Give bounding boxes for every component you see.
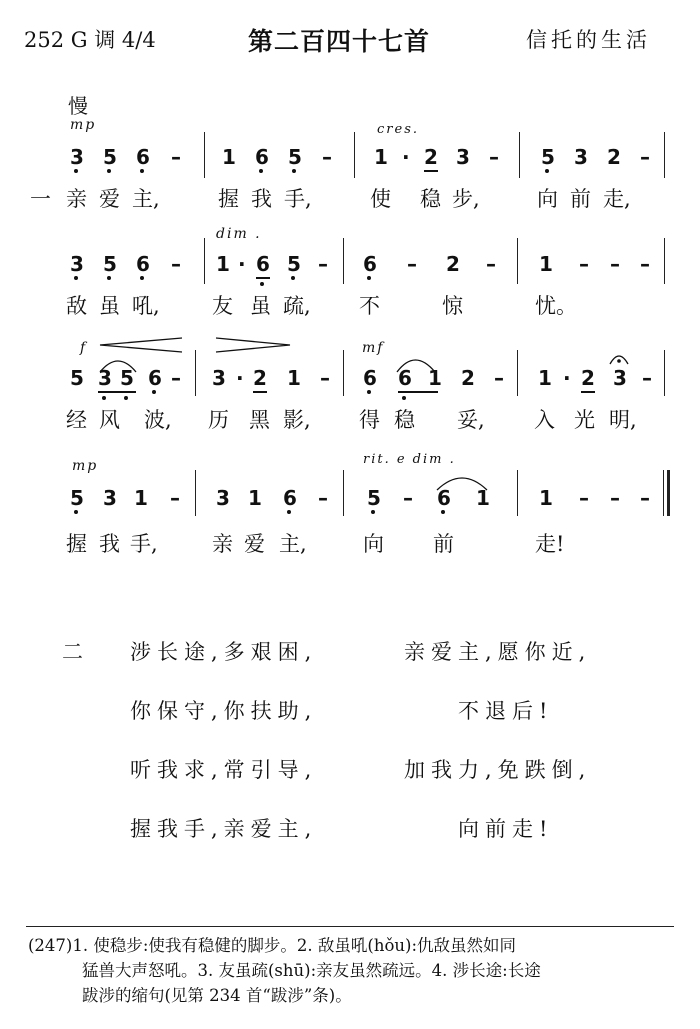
barline [517, 238, 518, 284]
note: 3 [70, 145, 84, 169]
underline [253, 391, 267, 393]
note: 6 [256, 252, 270, 276]
note: 1 [222, 145, 236, 169]
note: 1 [539, 252, 553, 276]
barline [517, 470, 518, 516]
dash: – [320, 366, 330, 390]
note: 1 [287, 366, 301, 390]
dash: – [642, 366, 652, 390]
verse2-line-4a: 握我手,亲爱主, [130, 817, 318, 841]
fermata-dot [617, 359, 621, 363]
barline [204, 132, 205, 178]
dash: – [171, 252, 181, 276]
lyric: 妥, [457, 408, 485, 432]
note: 1 [428, 366, 442, 390]
low-octave-dot [74, 169, 78, 173]
verse2-line-1b: 亲爱主,愿你近, [404, 640, 592, 664]
low-octave-dot [402, 396, 406, 400]
dot-note: · [402, 145, 410, 169]
note: 5 [103, 145, 117, 169]
dash: – [489, 145, 499, 169]
dash: – [640, 145, 650, 169]
lyric: 友 [212, 294, 233, 318]
footnote-line-2: 猛兽大声怒吼。3. 友虽疏(shū):亲友虽然疏远。4. 涉长途:长途 [82, 961, 541, 980]
lyric: 影, [283, 408, 311, 432]
lyric: 虽 [99, 294, 120, 318]
note: 2 [607, 145, 621, 169]
lyric: 波, [144, 408, 172, 432]
low-octave-dot [371, 510, 375, 514]
lyric: 风 [99, 408, 120, 432]
note: 1 [539, 486, 553, 510]
low-octave-dot [259, 169, 263, 173]
dash: – [407, 252, 417, 276]
lyric: 前 [433, 532, 454, 556]
note: 3 [456, 145, 470, 169]
note: 1 [476, 486, 490, 510]
lyric: 明, [609, 408, 637, 432]
low-octave-dot [291, 276, 295, 280]
dynamic-mp: mp [70, 117, 97, 133]
dynamic-cres: cres. [377, 122, 419, 137]
note: 5 [70, 486, 84, 510]
note: 1 [216, 252, 230, 276]
low-octave-dot [124, 396, 128, 400]
note: 2 [461, 366, 475, 390]
lyric: 稳 [420, 187, 441, 211]
note: 2 [424, 145, 438, 169]
underline [581, 391, 595, 393]
note: 3 [98, 366, 112, 390]
underline [398, 391, 438, 393]
dash: – [610, 486, 620, 510]
lyric: 主, [279, 532, 307, 556]
dash: – [403, 486, 413, 510]
lyric: 经 [66, 408, 87, 432]
lyric: 向 [363, 532, 384, 556]
dash: – [486, 252, 496, 276]
lyric: 历 [208, 408, 229, 432]
dash: – [171, 366, 181, 390]
note: 5 [70, 366, 84, 390]
footnote-divider [26, 926, 674, 927]
dash: – [579, 486, 589, 510]
lyric: 手, [284, 187, 312, 211]
note: 6 [255, 145, 269, 169]
dynamic-rit-dim: rit. e dim . [363, 452, 456, 467]
barline [517, 350, 518, 396]
dot-note: · [238, 252, 246, 276]
dash: – [579, 252, 589, 276]
note: 6 [398, 366, 412, 390]
underline [98, 391, 136, 393]
dash: – [318, 486, 328, 510]
note: 3 [574, 145, 588, 169]
dash: – [322, 145, 332, 169]
lyric: 爱 [244, 532, 265, 556]
barline [204, 238, 205, 284]
note: 6 [136, 252, 150, 276]
note: 3 [103, 486, 117, 510]
dynamic-mf: mf [362, 340, 385, 356]
note: 3 [613, 366, 627, 390]
barline [664, 238, 665, 284]
barline [664, 350, 665, 396]
low-octave-dot [74, 276, 78, 280]
verse2-line-1a: 涉长途,多艰困, [130, 640, 318, 664]
lyric: 忧。 [535, 294, 577, 318]
barline [354, 132, 355, 178]
lyric: 前 [570, 187, 591, 211]
low-octave-dot [545, 169, 549, 173]
note: 3 [70, 252, 84, 276]
dash: – [640, 486, 650, 510]
note: 1 [374, 145, 388, 169]
note: 1 [538, 366, 552, 390]
lyric: 惊 [442, 294, 463, 318]
low-octave-dot [107, 276, 111, 280]
verse2-line-2a: 你保守,你扶助, [130, 699, 318, 723]
low-octave-dot [107, 169, 111, 173]
lyric: 得 [359, 408, 380, 432]
barline [195, 470, 196, 516]
lyric: 敌 [66, 294, 87, 318]
note: 2 [253, 366, 267, 390]
dynamic-dim: dim . [216, 226, 262, 242]
verse-marker: 二 [62, 640, 83, 664]
lyric: 主, [132, 187, 160, 211]
lyric: 入 [534, 408, 555, 432]
low-octave-dot [260, 282, 264, 286]
note: 3 [216, 486, 230, 510]
hymn-title: 第二百四十七首 [248, 27, 431, 56]
lyric: 爱 [99, 187, 120, 211]
low-octave-dot [287, 510, 291, 514]
note: 5 [367, 486, 381, 510]
lyric: 握 [66, 532, 87, 556]
lyric: 握 [218, 187, 239, 211]
low-octave-dot [441, 510, 445, 514]
underline [424, 170, 438, 172]
lyric: 步, [452, 187, 480, 211]
footnote-line-3: 跋涉的缩句(见第 234 首“跋涉”条)。 [82, 986, 352, 1005]
dynamic-mp: mp [72, 458, 99, 474]
lyric: 我 [99, 532, 120, 556]
verse2-line-2b: 不退后! [458, 699, 554, 723]
dash: – [494, 366, 504, 390]
note: 3 [212, 366, 226, 390]
lyric: 光 [574, 408, 595, 432]
dot-note: · [236, 366, 244, 390]
underline [256, 277, 270, 279]
verse2-line-4b: 向前走! [458, 817, 554, 841]
low-octave-dot [152, 390, 156, 394]
dynamic-f: f [80, 340, 88, 356]
note: 2 [446, 252, 460, 276]
footnote-line-1: (247)1. 使稳步:使我有稳健的脚步。2. 敌虽吼(hǒu):仇敌虽然如同 [28, 936, 517, 955]
note: 6 [363, 252, 377, 276]
lyric: 我 [251, 187, 272, 211]
note: 5 [541, 145, 555, 169]
final-barline-thick [667, 470, 670, 516]
lyric: 黑 [249, 408, 270, 432]
low-octave-dot [140, 276, 144, 280]
lyric: 虽 [250, 294, 271, 318]
barline [195, 350, 196, 396]
dash: – [170, 486, 180, 510]
final-barline-thin [663, 470, 664, 516]
hymn-category: 信托的生活 [526, 28, 651, 52]
barline [343, 350, 344, 396]
dash: – [171, 145, 181, 169]
lyric: 使 [370, 187, 391, 211]
hymn-number-key: 252 G 调 4/4 [24, 28, 156, 52]
barline [343, 470, 344, 516]
note: 6 [283, 486, 297, 510]
verse2-line-3b: 加我力,免跌倒, [404, 758, 592, 782]
lyric: 疏, [283, 294, 311, 318]
lyric: 手, [130, 532, 158, 556]
lyric: 不 [359, 294, 380, 318]
note: 6 [437, 486, 451, 510]
low-octave-dot [367, 276, 371, 280]
verse-marker: 一 [30, 187, 51, 211]
note: 5 [288, 145, 302, 169]
lyric: 走, [603, 187, 631, 211]
note: 5 [103, 252, 117, 276]
note: 5 [287, 252, 301, 276]
low-octave-dot [74, 510, 78, 514]
lyric: 亲 [212, 532, 233, 556]
note: 1 [134, 486, 148, 510]
lyric: 吼, [132, 294, 160, 318]
lyric: 走! [535, 532, 565, 556]
lyric: 亲 [66, 187, 87, 211]
barline [664, 132, 665, 178]
low-octave-dot [140, 169, 144, 173]
barline [343, 238, 344, 284]
lyric: 稳 [394, 408, 415, 432]
low-octave-dot [102, 396, 106, 400]
note: 6 [136, 145, 150, 169]
barline [519, 132, 520, 178]
low-octave-dot [292, 169, 296, 173]
dot-note: · [563, 366, 571, 390]
low-octave-dot [367, 390, 371, 394]
note: 1 [248, 486, 262, 510]
note: 5 [120, 366, 134, 390]
note: 6 [148, 366, 162, 390]
note: 6 [363, 366, 377, 390]
dash: – [640, 252, 650, 276]
dash: – [610, 252, 620, 276]
dash: – [318, 252, 328, 276]
tempo-marking: 慢 [68, 94, 88, 118]
lyric: 向 [537, 187, 558, 211]
verse2-line-3a: 听我求,常引导, [130, 758, 318, 782]
note: 2 [581, 366, 595, 390]
